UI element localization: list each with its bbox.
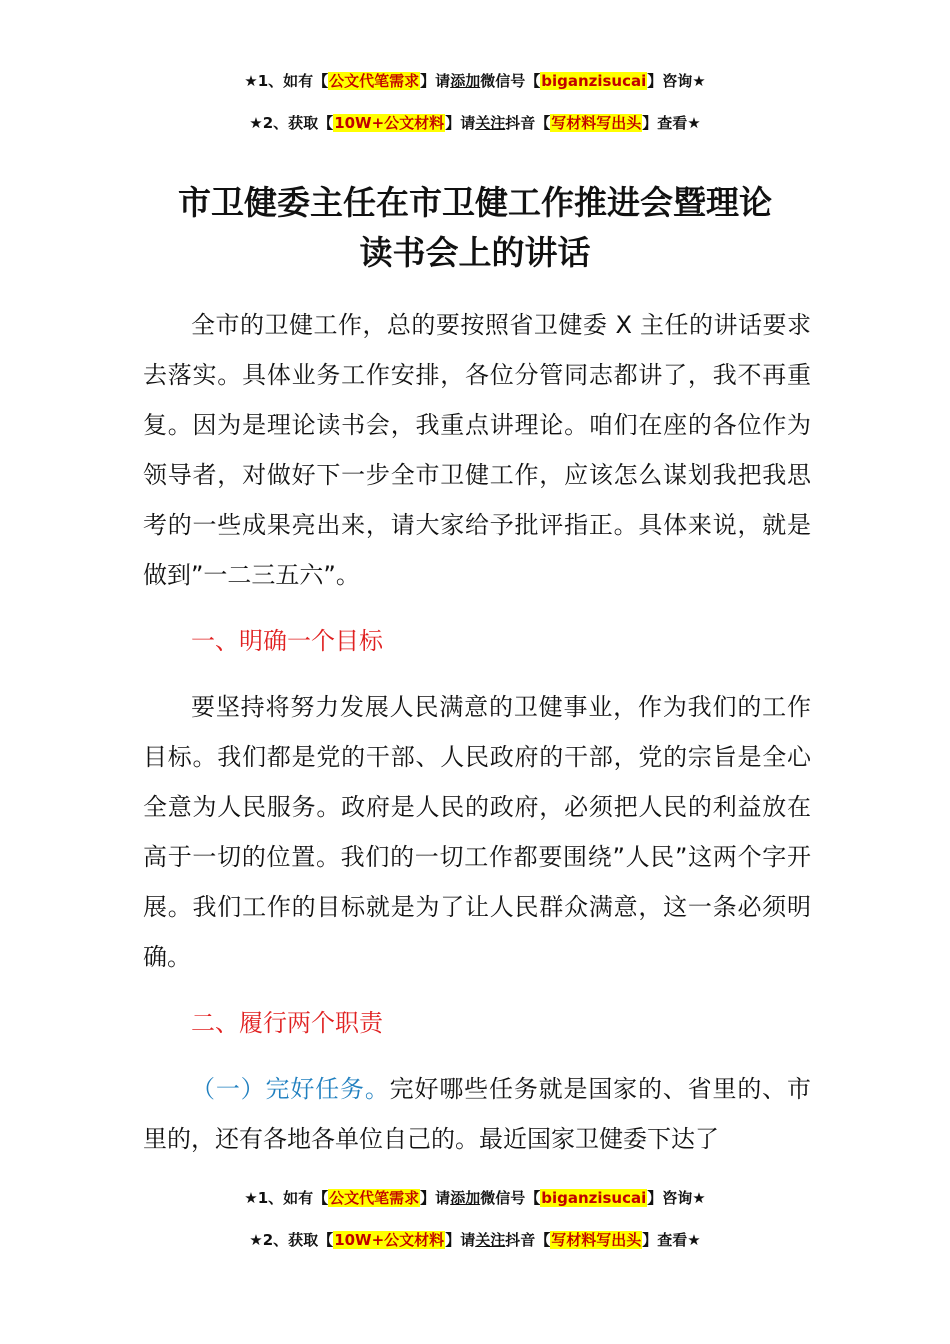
promo-mid: 】请 (420, 72, 451, 90)
promo-prefix: ★1、如有【 (244, 72, 329, 90)
promo-highlight: 10W+公文材料 (334, 114, 445, 132)
promo-highlight: 公文代笔需求 (329, 1189, 420, 1207)
bottom-promo-line-1 (0, 1187, 950, 1208)
title-line-1: 市卫健委主任在市卫健工作推进会暨理论 (178, 183, 772, 222)
document-title (0, 178, 950, 278)
document-body (143, 300, 811, 1164)
title-line-2: 读书会上的讲话 (359, 233, 591, 272)
promo-highlight: 公文代笔需求 (329, 72, 420, 90)
promo-mid: 】请 (420, 1189, 451, 1207)
promo-mid2: 抖音【 (505, 1231, 551, 1249)
paragraph-intro: 全市的卫健工作，总的要按照省卫健委 X 主任的讲话要求去落实。具体业务工作安排，各位分管同志都讲了，我不再重复。因为是理论读书会，我重点讲理论。咱们在座的各位作为领导者，对做好下一步全市卫健工作，应该怎么谋划我把我思考的一些成果亮出来，请大家给予批评指正。具体来说，就是做到”一二三五六”。 (143, 311, 811, 589)
promo-underline: 关注 (475, 1231, 506, 1249)
promo-mid: 】请 (445, 1231, 476, 1249)
promo-prefix: ★1、如有【 (244, 1189, 329, 1207)
section-heading-1: 一、明确一个目标 (191, 627, 383, 655)
bottom-promo-line-2 (0, 1229, 950, 1250)
promo-mid2: 抖音【 (505, 114, 551, 132)
paragraph-tasks (143, 1064, 811, 1164)
promo-douyin-id: 写材料写出头 (551, 114, 642, 132)
promo-underline: 添加 (450, 72, 481, 90)
promo-prefix: ★2、获取【 (249, 1231, 334, 1249)
promo-suffix: 】查看★ (642, 1231, 701, 1249)
promo-mid2: 微信号【 (480, 72, 541, 90)
paragraph-goal: 要坚持将努力发展人民满意的卫健事业，作为我们的工作目标。我们都是党的干部、人民政府的干部，党的宗旨是全心全意为人民服务。政府是人民的政府，必须把人民的利益放在高于一切的位置。我们的一切工作都要围绕”人民”这两个字开展。我们工作的目标就是为了让人民群众满意，这一条必须明确。 (143, 693, 811, 971)
top-promo-line-2 (0, 112, 950, 133)
promo-highlight: 10W+公文材料 (334, 1231, 445, 1249)
promo-wechat-id: biganzisucai (541, 72, 647, 90)
promo-suffix: 】查看★ (642, 114, 701, 132)
promo-underline: 添加 (450, 1189, 481, 1207)
subheading-1: （一）完好任务。 (191, 1075, 390, 1103)
promo-underline: 关注 (475, 114, 506, 132)
promo-mid2: 微信号【 (480, 1189, 541, 1207)
promo-suffix: 】咨询★ (647, 1189, 706, 1207)
promo-prefix: ★2、获取【 (249, 114, 334, 132)
promo-mid: 】请 (445, 114, 476, 132)
section-heading-2: 二、履行两个职责 (191, 1009, 383, 1037)
promo-suffix: 】咨询★ (647, 72, 706, 90)
promo-wechat-id: biganzisucai (541, 1189, 647, 1207)
paragraph-tasks-text: 完好哪些任务就是国家的、省里的、市里的，还有各地各单位自己的。最近国家卫健委下达了 (143, 1075, 812, 1153)
promo-douyin-id: 写材料写出头 (551, 1231, 642, 1249)
top-promo-line-1 (0, 70, 950, 91)
